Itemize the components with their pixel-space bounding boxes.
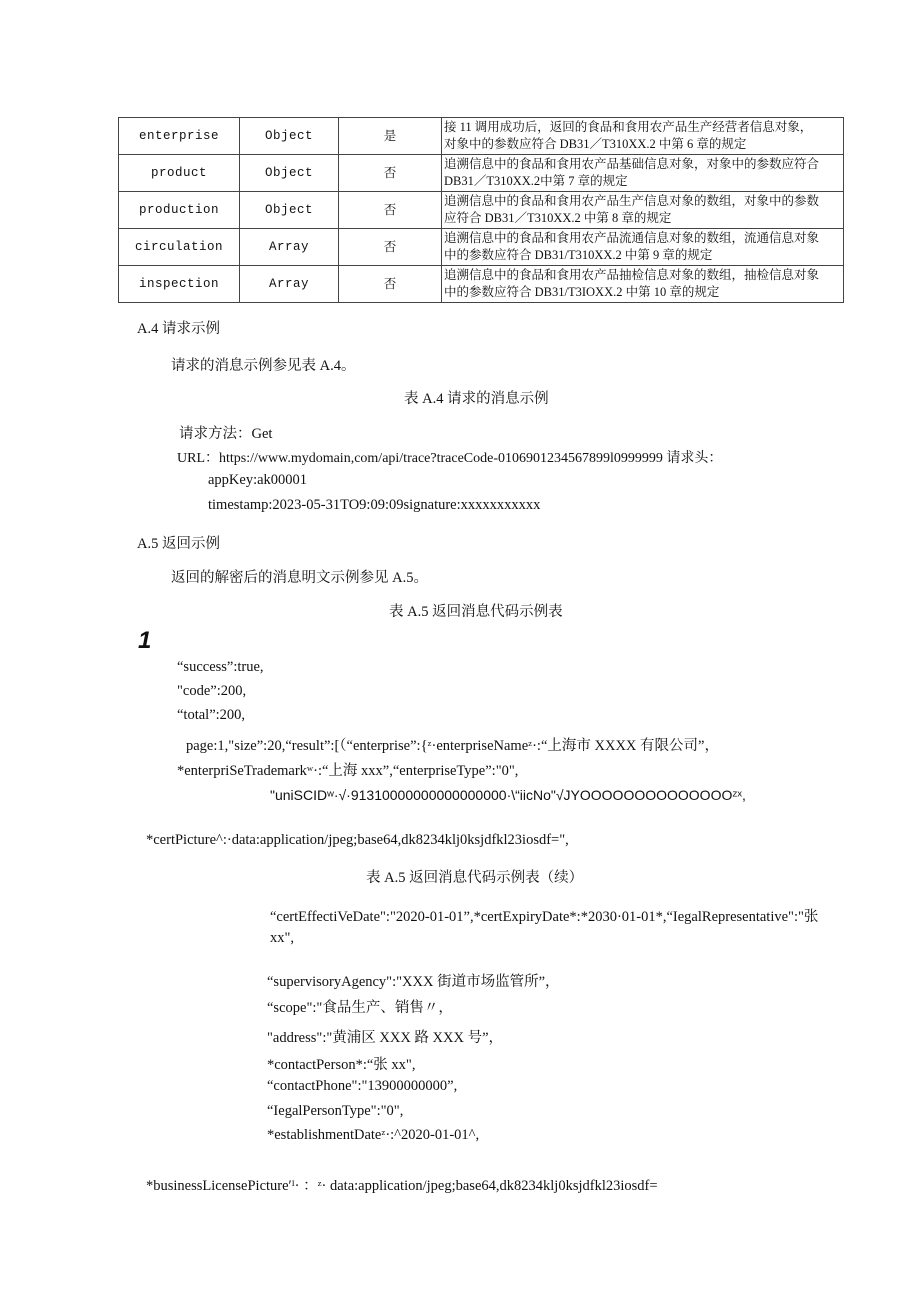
code-line-contact: *contactPerson*:“张 xx", (267, 1057, 416, 1073)
code-line-trademark: *enterpriSeTrademarkʷ·:“上海 xxx”,“enterpriseType”:"0", (177, 763, 519, 779)
table-row (119, 266, 844, 303)
code-line-phone: “contactPhone":"13900000000”, (267, 1078, 458, 1094)
a5-intro: 返回的解密后的消息明文示例参见 A.5。 (171, 570, 428, 586)
param-type: Object (240, 118, 339, 155)
param-desc-line: 追溯信息中的食品和食用农产品流通信息对象的数组，流通信息对象 (444, 231, 820, 245)
code-line-total: “total”:200, (177, 707, 246, 723)
param-desc-line: 追溯信息中的食品和食用农产品基础信息对象，对象中的参数应符合 (444, 157, 820, 171)
code-line-scope: “scope":"食品生产、销售〃， (267, 1000, 453, 1016)
param-desc-line: 中的参数应符合 DB31/T310XX.2 中第 9 章的规定 (444, 248, 713, 262)
section-heading-a5: A.5 返回示例 (137, 536, 220, 552)
table-row (119, 155, 844, 192)
code-line-address: "address":"黄浦区 XXX 路 XXX 号”， (267, 1030, 504, 1046)
param-desc (442, 155, 844, 192)
code-line-license: *businessLicensePicture′ᴵ· ：ᶻ· data:application/jpeg;base64,dk8234klj0ksjdfkl23iosdf= (146, 1178, 658, 1194)
request-appkey: appKey:ak00001 (208, 472, 308, 488)
param-desc (442, 266, 844, 303)
param-desc-line: 应符合 DB31／T310XX.2 中第 8 章的规定 (444, 211, 672, 225)
table-row (119, 118, 844, 155)
request-url: URL：https://www.mydomain,com/api/trace?traceCode-0106901234567899l0999999 请求头： (177, 451, 723, 466)
code-line-cert-dates: “certEffectiVeDate":"2020-01-01”,*certExpiryDate*:*2030·01-01*,“IegalRepresentative":"张 (270, 909, 819, 925)
param-type: Object (240, 192, 339, 229)
param-required: 是 (339, 118, 442, 155)
code-line-code: "code”:200, (177, 683, 247, 699)
param-desc (442, 192, 844, 229)
a4-intro: 请求的消息示例参见表 A.4。 (171, 358, 356, 374)
request-method: 请求方法：Get (179, 426, 273, 442)
code-line-agency: “supervisoryAgency":"XXX 街道市场监管所”， (267, 974, 560, 990)
table-row (119, 229, 844, 266)
param-required: 否 (339, 229, 442, 266)
param-name: product (119, 155, 240, 192)
param-desc-line: 对象中的参数应符合 DB31／T310XX.2 中第 6 章的规定 (444, 137, 747, 151)
param-name: circulation (119, 229, 240, 266)
code-line-uniscid: "uniSCIDʷ·√·91310000000000000000·\“iicNo"√JYOOOOOOOOOOOOOOᶻˣ, (270, 787, 746, 803)
request-timestamp: timestamp:2023-05-31TO9:09:09signature:xxxxxxxxxxx (208, 497, 541, 513)
param-type: Array (240, 266, 339, 303)
param-type: Array (240, 229, 339, 266)
code-line-certpicture: *certPicture^:·data:application/jpeg;base64,dk8234klj0ksjdfkl23iosdf=", (146, 832, 569, 848)
code-line-establish: *establishmentDateᶻ·:^2020-01-01^, (267, 1127, 480, 1143)
param-desc-line: 追溯信息中的食品和食用农产品生产信息对象的数组，对象中的参数 (444, 194, 820, 208)
param-required: 否 (339, 192, 442, 229)
code-line-page: page:1,"size”:20,“result”:[（“enterprise”:{ᶻ·enterpriseNameᶻ·:“上海市 XXXX 有限公司”， (186, 738, 719, 754)
param-desc-line: DB31／T310XX.2中第 7 章的规定 (444, 174, 628, 188)
param-desc (442, 118, 844, 155)
section-heading-a4: A.4 请求示例 (137, 321, 220, 337)
param-desc-line: 追溯信息中的食品和食用农产品抽检信息对象的数组，抽检信息对象 (444, 268, 820, 282)
param-desc-line: 接 11 调用成功后，返回的食品和食用农产品生产经营者信息对象， (444, 120, 813, 134)
code-line-cert-dates-wrap: xx", (270, 930, 295, 946)
param-type: Object (240, 155, 339, 192)
param-name: production (119, 192, 240, 229)
param-desc (442, 229, 844, 266)
code-line-success: “success”:true, (177, 659, 264, 675)
code-line-legal-type: “IegalPersonType":"0", (267, 1103, 404, 1119)
param-name: enterprise (119, 118, 240, 155)
param-required: 否 (339, 266, 442, 303)
param-required: 否 (339, 155, 442, 192)
table-caption-a5: 表 A.5 返回消息代码示例表 (389, 604, 563, 620)
table-row (119, 192, 844, 229)
param-name: inspection (119, 266, 240, 303)
table-caption-a4: 表 A.4 请求的消息示例 (404, 391, 549, 407)
parameter-table (118, 117, 844, 303)
param-desc-line: 中的参数应符合 DB31/T3IOXX.2 中第 10 章的规定 (444, 285, 720, 299)
table-caption-a5-continued: 表 A.5 返回消息代码示例表（续） (366, 870, 584, 886)
open-brace: 1 (138, 627, 152, 654)
